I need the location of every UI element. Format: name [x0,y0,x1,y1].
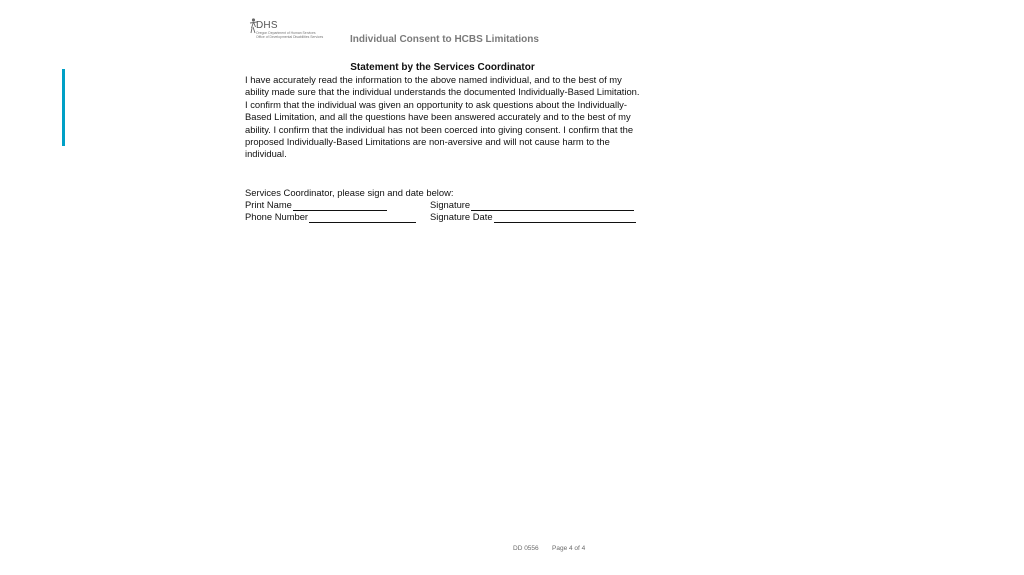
phone-number-label: Phone Number [245,211,309,222]
slide-accent-bar [62,69,65,146]
statement-paragraph-2: I confirm that the individual was given an opportunity to ask questions about the Individually-Based Limitation, and all the questions have been answered accurately and to the best of my ability. I confirm that the individual has not been coerced into giving consent. I confirm that the proposed Individually-Based Limitations are non-aversive and will not cause harm to the individual. [245,98,634,160]
signature-date-field[interactable] [430,211,636,223]
signature-line[interactable] [471,201,634,211]
print-name-line[interactable] [293,201,387,211]
logo-subtitle-2: Office of Developmental Disabilities Services [256,35,324,39]
phone-number-line[interactable] [309,213,416,223]
signature-field[interactable] [430,199,634,211]
statement-paragraph-1: I have accurately read the information to the above named individual, and to the best of my ability made sure that the individual understands the documented Individually-Based Limitation. [245,74,640,98]
signature-date-line[interactable] [494,213,636,223]
signature-date-label: Signature Date [430,211,493,222]
phone-number-field[interactable] [245,211,416,223]
sign-prompt: Services Coordinator, please sign and date below: [245,187,454,198]
statement-body [245,74,640,161]
print-name-field[interactable] [245,199,387,211]
dhs-logo [249,18,329,42]
logo-text: DHS [256,20,278,31]
form-title: Individual Consent to HCBS Limitations [350,34,539,45]
page-number: Page 4 of 4 [552,545,586,552]
section-heading: Statement by the Services Coordinator [350,62,535,73]
form-number: DD 0556 [513,545,539,552]
logo-subtitle-1: Oregon Department of Human Services [256,31,316,35]
signature-label: Signature [430,199,471,210]
print-name-label: Print Name [245,199,292,210]
